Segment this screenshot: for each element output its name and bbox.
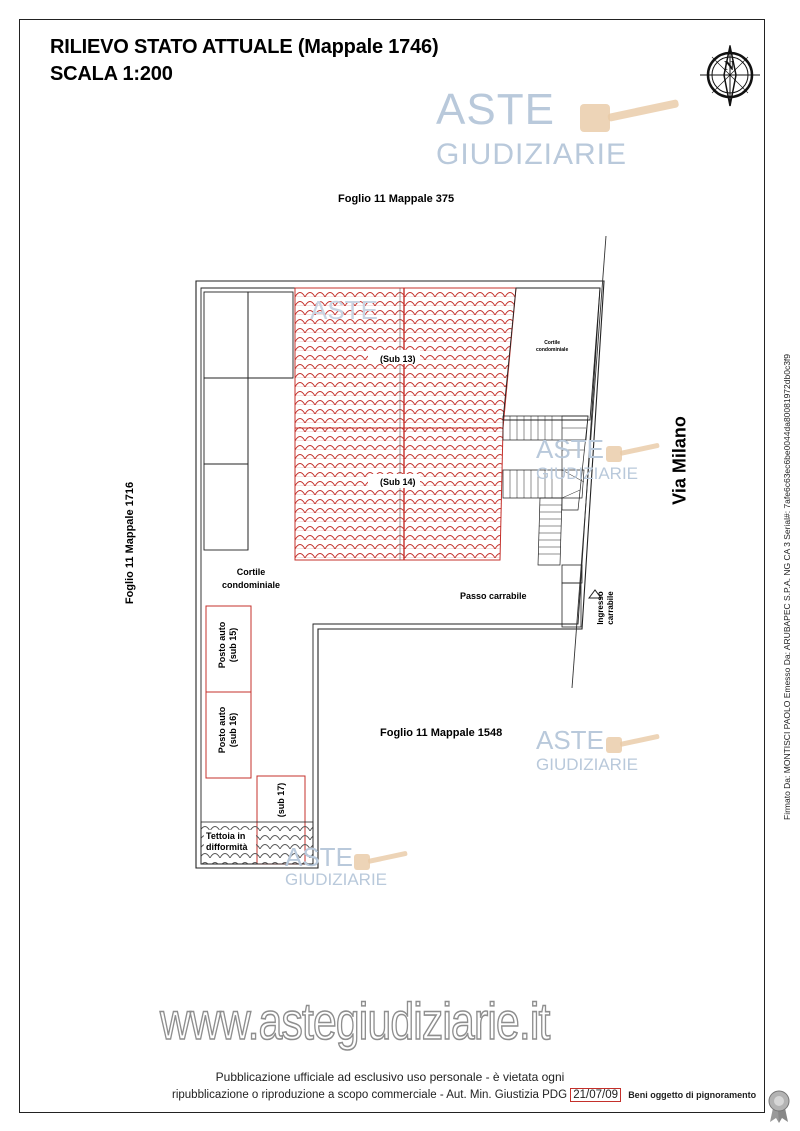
label-entrance: Ingresso carrabile (596, 591, 615, 625)
watermark-aste: ASTE (436, 85, 555, 134)
watermark-aste-4: ASTE (285, 842, 353, 872)
label-sub17: (sub 17) (276, 782, 286, 818)
label-parking-16: Posto auto (sub 16) (217, 706, 238, 754)
footer-note: Beni oggetto di pignoramento (628, 1090, 757, 1100)
title-line-1: RILIEVO STATO ATTUALE (Mappale 1746) (50, 36, 439, 58)
label-street: Via Milano (669, 416, 690, 505)
courtyard-small (503, 288, 600, 420)
roof-area (295, 288, 516, 560)
site-watermark: www.astegiudiziarie.it (160, 993, 550, 1051)
north-letter: N (724, 59, 735, 74)
label-west-parcel: Foglio 11 Mappale 1716 (124, 481, 136, 605)
label-parking-15: Posto auto (sub 15) (217, 621, 238, 669)
footer-line-2: ripubblicazione o riproduzione a scopo commerciale - Aut. Min. Giustizia PDG 21/07/09 Beni oggetto di pignoramento (172, 1089, 757, 1101)
digital-signature: Firmato Da: MONTISCI PAOLO Emesso Da: ARUBAPEC S.P.A. NG CA 3 Serial#: 7afe6c63ec6be0044da80081972db0c3f9 (782, 353, 792, 820)
label-sub14: (Sub 14) (380, 477, 416, 487)
watermark-aste-5: ASTE (310, 295, 378, 325)
label-south-parcel: Foglio 11 Mappale 1548 (380, 727, 503, 739)
label-courtyard-small: Cortile condominiale (536, 340, 569, 353)
garage-blocks (204, 292, 293, 550)
gavel-icon (604, 729, 664, 759)
title-scale: SCALA 1:200 (50, 63, 173, 85)
watermark-giudiziarie: GIUDIZIARIE (436, 138, 628, 171)
watermark-aste-3: ASTE (536, 725, 604, 755)
watermark-giudiziarie-2: GIUDIZIARIE (536, 464, 639, 483)
seal-rosette-icon (764, 1088, 794, 1124)
label-north-parcel: Foglio 11 Mappale 375 (338, 193, 455, 205)
footer-date: 21/07/09 (570, 1088, 621, 1102)
watermark-giudiziarie-4: GIUDIZIARIE (285, 870, 388, 889)
footer-line-1: Pubblicazione ufficiale ad esclusivo uso personale - è vietata ogni (215, 1070, 565, 1084)
gavel-icon (352, 846, 412, 876)
label-shed: Tettoia in difformità (206, 831, 248, 852)
watermark-giudiziarie-3: GIUDIZIARIE (536, 755, 639, 774)
label-courtyard: Cortile condominiale (222, 567, 281, 590)
label-driveway: Passo carrabile (460, 591, 527, 601)
watermark-aste-2: ASTE (536, 434, 604, 464)
label-sub13: (Sub 13) (380, 354, 416, 364)
gavel-icon (576, 92, 686, 144)
